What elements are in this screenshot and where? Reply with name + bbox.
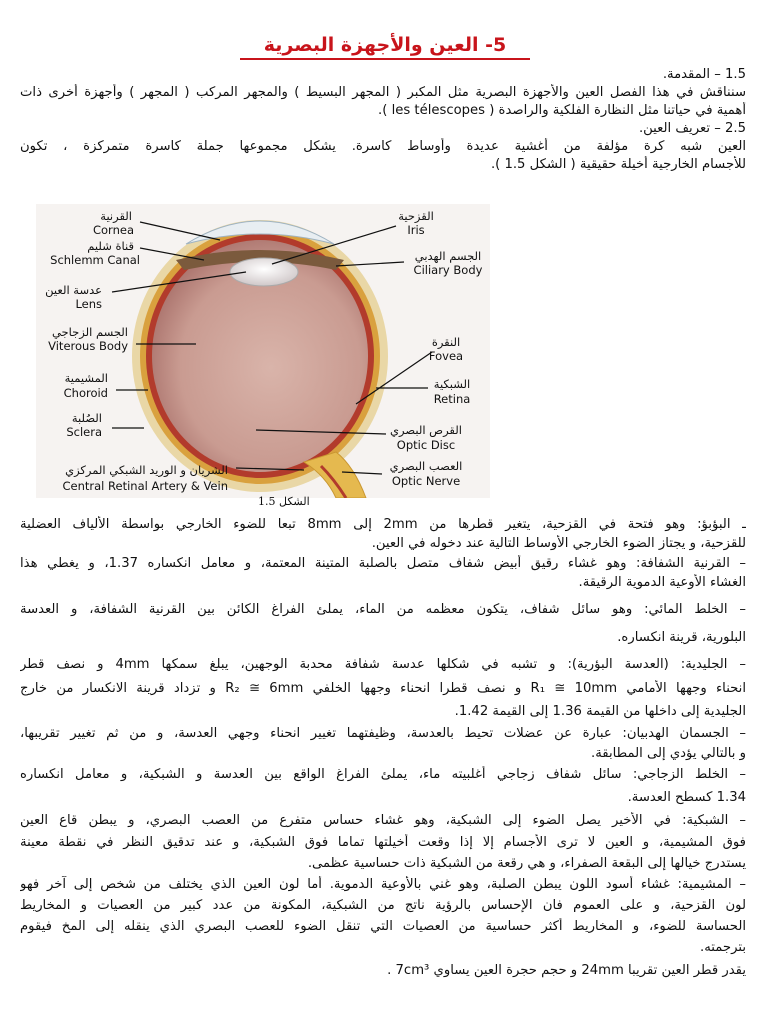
body-line-21: يقدر قطر العين تقريبا 24mm و حجم حجرة العين يساوي 7cm³ .	[387, 963, 746, 978]
label-artery-en: Central Retinal Artery & Vein	[62, 479, 228, 493]
label-retina-en: Retina	[433, 392, 471, 406]
body-line-11: و بالتالي يؤدي إلى المطابقة.	[591, 746, 746, 761]
definition-line-1: العين شبه كرة مؤلفة من أغشية عديدة وأوساط كاسرة. يشكل مجموعها جملة كاسرة متمركزة ، تكون	[20, 139, 746, 154]
label-vitreous-en: Viterous Body	[48, 339, 128, 353]
label-optic-disc-ar: القرص البصري	[390, 423, 462, 437]
definition-line-2: للأجسام الخارجية أخيلة حقيقية ( الشكل 1.5 ).	[490, 157, 746, 172]
body-line-13: 1.34 كسطح العدسة.	[627, 790, 746, 805]
body-line-4: الغشاء الأوعية الدموية الرقيقة.	[578, 575, 746, 590]
body-line-20: بترجمته.	[700, 940, 746, 955]
intro-heading: 1.5 – المقدمة.	[662, 67, 746, 82]
intro-line-1: سنناقش في هذا الفصل العين والأجهزة البصرية مثل المكبر ( المجهر البسيط ) والمجهر المركب ( المجهر ) وأجهزة أخرى ذات	[20, 85, 746, 100]
label-optic-nerve-en: Optic Nerve	[391, 474, 461, 488]
body-line-1: ـ البؤبؤ: وهو فتحة في القزحية، يتغير قطرها من 2mm إلى 8mm تبعا للضوء الخارجي بواسطة الألياف العضلية	[20, 517, 746, 532]
body-line-2: للقزحية، و يجتاز الضوء الخارجي الأوساط التالية عند دخوله في العين.	[371, 536, 746, 551]
body-line-12: – الخلط الزجاجي: سائل شفاف زجاجي أغلبيته ماء، يملئ الفراغ الواقع بين العدسة و الشبكية، و معامل انكساره	[20, 767, 746, 782]
lens-shape	[230, 258, 298, 286]
label-sclera-en: Sclera	[66, 425, 102, 439]
body-line-16: يستدرج خيالها إلى البقعة الصفراء، و هي رقعة من الشبكية ذات حساسية عظمى.	[307, 856, 746, 871]
label-cornea-en: Cornea	[92, 223, 134, 237]
body-line-5: – الخلط المائي: وهو سائل شفاف، يتكون معظمه من الماء، يملئ الفراغ الكائن بين القرنية الشفافة، و العدسة	[20, 602, 746, 617]
body-line-19: الحساسة للضوء، و المخاريط أكثر حساسية من العصيات التي تنقل الضوء للعصب البصري الذي ينقله إلى المخ فيقوم	[20, 919, 746, 934]
label-fovea-en: Fovea	[428, 349, 464, 363]
label-schlemm-en: Schlemm Canal	[50, 253, 140, 267]
body-line-15: فوق المشيمية، و العين لا ترى الأجسام إلا إذا وقعت أخيلتها تماما فوق الشبكية، و عند تدقيق النظر في نقطة معينة	[20, 835, 746, 850]
intro-line-2: أهمية في حياتنا مثل النظارة الفلكية والراصدة ( les télescopes ).	[378, 103, 746, 118]
body-line-18: لون القزحية، و على العموم فان الإحساس بالرؤية ناتج من الشبكية، المكونة من عدد كبير من العصيات و المخاريط	[20, 898, 746, 913]
body-line-7: – الجليدية: (العدسة البؤرية): و تشبه في شكلها عدسة شفافة محدبة الوجهين، يبلغ سمكها 4mm و نصف قطر	[20, 657, 746, 672]
label-sclera-ar: الصُلبة	[71, 411, 102, 425]
label-fovea-ar: النقرة	[431, 335, 461, 349]
label-schlemm-ar: قناة شليم	[87, 239, 134, 253]
body-line-3: – القرنية الشفافة: وهو غشاء رقيق أبيض شفاف متصل بالصلبة المتينة المعتمة، و معامل انكساره 1.37، و يغطي هذا	[20, 556, 746, 571]
label-ciliary-en: Ciliary Body	[413, 263, 483, 277]
label-optic-disc-en: Optic Disc	[396, 438, 456, 452]
label-cornea-ar: القرنية	[100, 209, 132, 223]
label-lens-ar: عدسة العين	[45, 283, 102, 297]
body-line-14: – الشبكية: في الأخير يصل الضوء إلى الشبكية، وهو غشاء حساس متفرع من العصب البصري، و يبطن قاع العين	[20, 813, 746, 828]
label-iris-ar: القزحية	[398, 209, 434, 223]
label-choroid-en: Choroid	[63, 386, 108, 400]
body-line-10: – الجسمان الهدبيان: عبارة عن عضلات تحيط بالعدسة، وظيفتهما تغيير انحناء وجهي العدسة، و من ثم تغيير تقريبها،	[20, 726, 746, 741]
label-ciliary-ar: الجسم الهدبي	[414, 249, 482, 263]
body-line-8: انحناء وجهها الأمامي R₁ ≅ 10mm و نصف قطرا انحناء وجهها الخلفي R₂ ≅ 6mm و تزداد قرينة الانكسار من خارج	[20, 681, 746, 696]
label-optic-nerve-ar: العصب البصري	[389, 459, 463, 473]
label-lens-en: Lens	[75, 297, 102, 311]
label-retina-ar: الشبكية	[433, 377, 471, 391]
body-line-6: البلورية، قرينة انكساره.	[617, 630, 746, 645]
figure-caption: الشكل 1.5	[258, 495, 310, 508]
body-line-17: – المشيمية: غشاء أسود اللون يبطن الصلبة، وهو غني بالأوعية الدموية. أما لون العين الذي يختلف من شخص إلى آخر فهو	[20, 877, 746, 892]
label-artery-ar: الشريان و الوريد الشبكي المركزي	[65, 463, 228, 477]
definition-heading: 2.5 – تعريف العين.	[638, 121, 746, 136]
eye-anatomy-figure	[36, 204, 490, 498]
chapter-title: 5- العين والأجهزة البصرية	[240, 34, 530, 60]
body-line-9: الجليدية إلى داخلها من القيمة 1.36 إلى القيمة 1.42.	[454, 704, 746, 719]
eye-diagram	[36, 204, 490, 498]
label-choroid-ar: المشيمية	[64, 371, 108, 385]
label-iris-en: Iris	[407, 223, 425, 237]
label-vitreous-ar: الجسم الزجاجي	[51, 325, 128, 339]
